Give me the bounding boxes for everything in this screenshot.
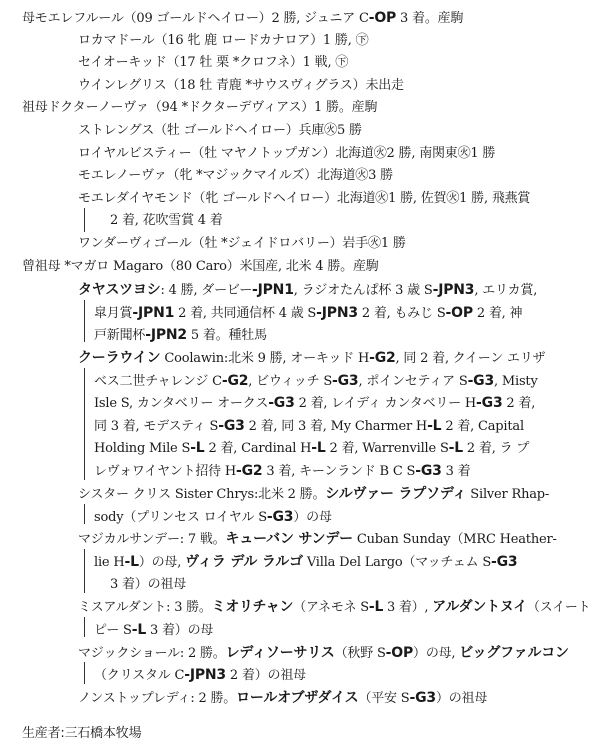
text-segment: モエレノーヴァ（牝 *マジックマイルズ）北海道㊋3 勝	[78, 168, 393, 183]
bold-segment: -JPN1	[252, 282, 294, 298]
bold-segment: -G3	[409, 690, 436, 706]
bold-segment: -G2	[221, 373, 249, 389]
text-segment: 3 着）,	[383, 600, 433, 615]
text-line	[94, 552, 517, 572]
text-segment: ）の母,	[138, 555, 186, 570]
text-line	[78, 166, 393, 186]
text-segment: 2 着, 共同通信杯 4 歳 S	[174, 306, 317, 321]
bold-segment: レディソーサリス	[225, 645, 335, 661]
text-line	[94, 371, 538, 391]
text-segment: 戸新聞杯	[94, 328, 146, 343]
text-line	[94, 507, 332, 527]
bold-segment: -L	[368, 599, 384, 615]
text-segment: ウインレグリス（18 牡 青鹿 *サウスヴィグラス）未出走	[78, 78, 404, 93]
bold-segment: シルヴァー ラプソディ	[325, 486, 467, 502]
text-line	[78, 529, 557, 549]
text-segment: 曾祖母	[22, 259, 61, 274]
text-segment: 3 着）の母	[146, 623, 214, 638]
text-segment: シスター クリス Sister Chrys:北米 2 勝。	[78, 487, 326, 502]
text-segment: , ラジオたんぱ杯 3 歳 S	[293, 283, 433, 298]
text-segment: ）の母	[293, 510, 332, 525]
bold-segment: -G3	[218, 418, 245, 434]
text-segment: （クリスタル C	[94, 668, 185, 683]
bold-segment: -JPN2	[145, 327, 187, 343]
bold-segment: -G3	[467, 373, 495, 389]
text-segment: 2 着, Warrenville S	[325, 441, 449, 456]
text-segment: （秋野 S	[334, 646, 386, 661]
text-segment: 3 着, キーンランド B C S	[262, 464, 416, 479]
bold-segment: ミオリチャン	[211, 599, 294, 615]
bold-segment: -OP	[368, 10, 397, 26]
text-segment: , ポインセティア S	[358, 374, 468, 389]
text-line	[94, 461, 470, 481]
bold-segment: -G3	[332, 373, 359, 389]
text-line	[94, 665, 306, 685]
bold-segment: -L	[448, 440, 463, 456]
continuation-bar	[84, 662, 85, 684]
text-segment: セイオーキッド（17 牡 栗 *クロフネ）1 戦,	[78, 55, 336, 70]
text-segment: *マガロ Magaro（80 Caro）米国産, 北米 4 勝。産駒	[60, 259, 379, 274]
bold-segment: -JPN3	[432, 282, 475, 298]
text-segment: レヴォワイヤント招待 H	[94, 464, 237, 479]
text-line	[94, 620, 213, 640]
text-line	[78, 53, 348, 73]
text-line	[78, 597, 590, 617]
text-segment: 同 3 着, モデスティ S	[94, 419, 219, 434]
bold-segment: ビッグファルコン	[459, 645, 569, 661]
text-segment: 祖母ドクターノーヴァ	[22, 100, 149, 115]
text-segment: ストレングス（牡 ゴールドヘイロー）兵庫㊋5 勝	[78, 123, 362, 138]
continuation-bar	[84, 549, 85, 593]
text-segment: 生産者:三石橋本牧場	[22, 726, 142, 741]
text-segment: 2 着）の祖母	[225, 668, 306, 683]
text-segment: （94 *ドクターデヴィアス）1 勝。産駒	[148, 100, 378, 115]
text-segment: Silver Rhap-	[466, 487, 550, 502]
text-segment: , ビウィッチ S	[248, 374, 333, 389]
text-segment: 2 着, 同 3 着, My Charmer H	[244, 419, 428, 434]
text-segment: Cuban Sunday（MRC Heather-	[352, 532, 557, 547]
text-segment: ロカマドール（16 牝 鹿 ロードカナロア）1 勝,	[78, 33, 356, 48]
bold-segment: -G3	[491, 554, 518, 570]
text-segment: （平安 S	[358, 691, 410, 706]
text-line	[78, 31, 368, 51]
text-segment: sody（プリンセス ロイヤル S	[94, 510, 267, 525]
text-segment: ピー S	[94, 623, 132, 638]
text-line	[78, 643, 569, 663]
text-segment: 2 着, 花吹雪賞 4 着	[110, 213, 223, 228]
bold-segment: -G3	[266, 509, 294, 525]
bold-segment: -JPN3	[316, 305, 358, 321]
bold-segment: -OP	[445, 305, 473, 321]
bold-segment: -JPN1	[132, 305, 175, 321]
bold-segment: クーラウイン	[78, 350, 161, 366]
continuation-bar	[84, 368, 85, 480]
bold-segment: アルダントヌイ	[432, 599, 528, 615]
text-segment: ）の祖母	[435, 691, 488, 706]
text-segment: 3 着）の祖母	[110, 577, 187, 592]
text-segment: ノンストップレディ: 2 勝。	[78, 691, 237, 706]
text-segment: ロイヤルビスティー（牡 マヤノトップガン）北海道㊋2 勝, 南関東㊋1 勝	[78, 146, 496, 161]
text-segment: ベス二世チャレンジ C	[94, 374, 222, 389]
bold-segment: ロールオブザダイス	[236, 690, 359, 706]
text-segment: 2 着, ラ プ	[463, 441, 530, 456]
text-line	[78, 234, 406, 254]
text-segment: ㊦	[335, 55, 349, 70]
text-segment: 2 着, レイディ カンタベリー H	[294, 396, 477, 411]
text-segment: ）の母,	[413, 646, 460, 661]
text-segment: , 同 2 着, クイーン エリザ	[395, 351, 546, 366]
text-line	[78, 189, 530, 209]
text-segment: , エリカ賞,	[474, 283, 538, 298]
text-line	[78, 688, 487, 708]
text-segment: （スイート	[527, 600, 591, 615]
text-segment: 3 着。産駒	[396, 11, 464, 26]
bold-segment: -L	[131, 622, 147, 638]
text-line	[110, 211, 223, 231]
continuation-bar	[84, 504, 85, 524]
text-line	[94, 416, 524, 436]
text-segment: モエレダイヤモンド（牝 ゴールドヘイロー）北海道㊋1 勝, 佐賀㊋1 勝, 飛燕賞	[78, 191, 531, 206]
text-line	[78, 144, 495, 164]
text-segment: 2 着,	[502, 396, 536, 411]
text-segment: （アネモネ S	[293, 600, 369, 615]
text-line	[78, 348, 545, 368]
bold-segment: -G2	[369, 350, 396, 366]
text-segment: 3 着	[441, 464, 471, 479]
text-line	[22, 8, 463, 28]
text-segment: ㊦	[355, 33, 369, 48]
text-segment: Villa Del Largo（マッチェム S	[302, 555, 492, 570]
text-segment: 5 着。種牡馬	[186, 328, 267, 343]
text-line	[78, 280, 537, 300]
text-line	[94, 325, 267, 345]
continuation-bar	[84, 617, 85, 637]
text-segment: Holding Mile S	[94, 441, 191, 456]
bold-segment: タヤスツヨシ	[78, 282, 161, 298]
text-segment: 皐月賞	[94, 306, 133, 321]
text-line	[94, 393, 535, 413]
text-segment: 2 着, Cardinal H	[204, 441, 312, 456]
text-line	[110, 575, 186, 595]
continuation-bar	[84, 208, 85, 232]
bold-segment: -G3	[476, 395, 503, 411]
bold-segment: ヴィラ デル ラルゴ	[185, 554, 303, 570]
text-line	[78, 76, 404, 96]
text-line	[22, 257, 379, 277]
bold-segment: -L	[311, 440, 326, 456]
text-segment: : 4 勝, ダービー	[160, 283, 252, 298]
text-segment: 2 着, 神	[472, 306, 523, 321]
bold-segment: -G3	[268, 395, 295, 411]
text-line	[22, 98, 377, 118]
bold-segment: -JPN3	[184, 667, 226, 683]
text-segment: Isle S, カンタベリー オークス	[94, 396, 269, 411]
text-segment: （09 ゴールドヘイロー）2 勝, ジュニア C	[123, 11, 369, 26]
text-segment: ミスアルダント: 3 勝。	[78, 600, 212, 615]
text-segment: , Misty	[494, 374, 538, 389]
text-segment: ワンダーヴィゴール（牡 *ジェイドロバリー）岩手㊋1 勝	[78, 236, 406, 251]
bold-segment: -L	[427, 418, 442, 434]
bold-segment: -OP	[385, 645, 414, 661]
bold-segment: -G2	[236, 463, 263, 479]
text-segment: Coolawin:北米 9 勝, オーキッド H	[160, 351, 370, 366]
continuation-bar	[84, 300, 85, 342]
text-segment: マジカルサンデー: 7 戦。	[78, 532, 226, 547]
text-line	[22, 724, 141, 744]
text-line	[94, 438, 529, 458]
text-segment: 母モエレフルール	[22, 11, 124, 26]
text-line	[78, 484, 549, 504]
bold-segment: -G3	[415, 463, 442, 479]
bold-segment: キューバン サンデー	[225, 531, 353, 547]
text-segment: lie H	[94, 555, 125, 570]
text-line	[78, 121, 362, 141]
bold-segment: -L	[124, 554, 139, 570]
text-line	[94, 303, 522, 323]
text-segment: 2 着, Capital	[441, 419, 524, 434]
text-segment: マジックショール: 2 勝。	[78, 646, 226, 661]
text-segment: 2 着, もみじ S	[357, 306, 446, 321]
bold-segment: -L	[190, 440, 205, 456]
